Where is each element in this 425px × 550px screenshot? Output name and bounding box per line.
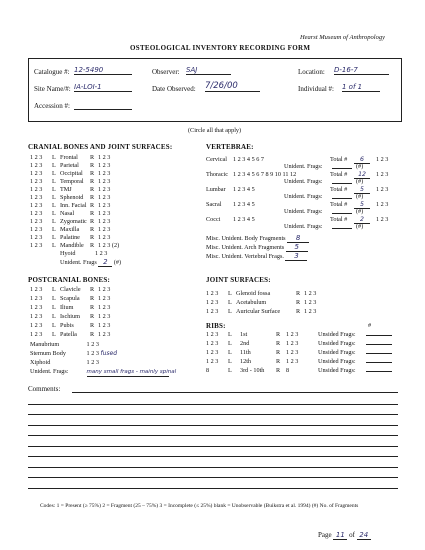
bone-row — [30, 194, 110, 201]
rib-right-score: 1 2 3 — [286, 331, 299, 338]
side-r: R — [90, 322, 95, 329]
side-l: L — [228, 308, 232, 315]
bone-row — [30, 170, 110, 177]
right-score: 1 2 3 — [98, 178, 111, 185]
cranial-unident-suffix: (#) — [113, 259, 122, 266]
bone-name: Glenoid fossa — [236, 290, 271, 297]
cranial-unident-label: Unident. Frags — [60, 259, 97, 266]
right-score: 1 2 3 — [98, 162, 111, 169]
unident-frags-line — [332, 213, 352, 214]
comment-line — [28, 446, 398, 447]
side-r: R — [90, 226, 95, 233]
side-l: L — [52, 295, 56, 302]
bone-name: Occipital — [60, 170, 83, 177]
left-score: 1 2 3 — [30, 331, 43, 338]
side-l: L — [52, 313, 56, 320]
bone-name: TMJ — [60, 186, 72, 193]
bone-name: Auricular Surface — [236, 308, 281, 315]
score: 1 2 3 — [376, 216, 389, 223]
bone-name: Zygomatic — [60, 218, 87, 225]
side-l: L — [52, 218, 56, 225]
rib-name: 3rd - 10th — [240, 367, 265, 374]
bone-row — [30, 218, 110, 225]
bone-name: Maxilla — [60, 226, 80, 233]
post-unident-note: many small frags - mainly spinal — [86, 369, 177, 375]
right-score: 1 2 3 — [98, 186, 111, 193]
cranial-unident-row — [60, 259, 121, 267]
score: 1 2 3 — [376, 201, 389, 208]
circle-note: (Circle all that apply) — [188, 127, 242, 134]
side-r: R — [90, 202, 95, 209]
comment-line — [28, 425, 398, 426]
side-r: R — [90, 286, 95, 293]
left-score: 1 2 3 — [30, 304, 43, 311]
cranial-unident-value: 2 — [98, 259, 112, 267]
total-value: 5 — [354, 186, 370, 194]
rib-unsided-line — [366, 353, 392, 354]
total-label: Total # — [330, 201, 348, 208]
total-value: 5 — [354, 201, 370, 209]
bone-name: Patella — [60, 331, 77, 338]
sternum-note: fused — [100, 350, 118, 357]
hash-label: (#) — [356, 208, 364, 215]
unident-frags-label: Unident. Frags: — [284, 193, 323, 200]
rib-left-score: 1 2 3 — [206, 331, 219, 338]
left-score: 1 2 3 — [30, 186, 43, 193]
ribs-hash-col: # — [368, 322, 372, 329]
misc-vert-label: Misc. Unident. Vertebral Frags. — [206, 253, 284, 260]
rib-right-score: 1 2 3 — [286, 349, 299, 356]
bone-name: Sphenoid — [60, 194, 84, 201]
side-l: L — [228, 299, 232, 306]
right-score: 1 2 3 — [98, 218, 111, 225]
side-r: R — [296, 308, 301, 315]
side-l: L — [52, 234, 56, 241]
comment-line — [72, 392, 398, 393]
side-l: L — [52, 178, 56, 185]
vertebra-label: Lumbar — [206, 186, 226, 193]
comments-label: Comments: — [28, 385, 61, 393]
date-value: 7/26/00 — [205, 81, 260, 92]
side-r: R — [90, 234, 95, 241]
left-score: 1 2 3 — [206, 290, 219, 297]
sternum-label: Sternum Body — [30, 350, 66, 357]
bone-name: Parietal — [60, 162, 79, 169]
left-score: 1 2 3 — [30, 170, 43, 177]
rib-unsided-line — [366, 362, 392, 363]
side-l: L — [52, 170, 56, 177]
rib-name: 2nd — [240, 340, 250, 347]
bone-row — [206, 299, 316, 306]
observer-value: SAJ — [186, 66, 231, 75]
comment-line — [28, 477, 398, 478]
unident-frags-line — [332, 183, 352, 184]
side-r: R — [90, 313, 95, 320]
vertebra-label: Thoracic — [206, 171, 228, 178]
individual-label: Individual #: — [298, 85, 334, 93]
comment-line — [28, 435, 398, 436]
left-score: 1 2 3 — [30, 295, 43, 302]
left-score: 1 2 3 — [30, 286, 43, 293]
misc-body-row — [206, 235, 309, 243]
bone-name: Scapula — [60, 295, 80, 302]
side-r: R — [90, 170, 95, 177]
bone-name: Mandible — [60, 242, 84, 249]
total-value: 2 — [354, 216, 370, 224]
side-l: L — [52, 331, 56, 338]
score: 1 2 3 — [376, 171, 389, 178]
misc-vert-row — [206, 253, 307, 261]
left-score: 1 2 3 — [30, 154, 43, 161]
rib-left-score: 1 2 3 — [206, 340, 219, 347]
xiphoid-value: 1 2 3 — [86, 359, 99, 366]
vertebrae-heading: VERTEBRAE: — [206, 143, 254, 151]
bone-row — [30, 226, 110, 233]
post-unident-row — [30, 368, 177, 377]
rib-unsided-label: Unsided Frags: — [318, 340, 356, 347]
bone-name: Palatine — [60, 234, 80, 241]
left-score: 1 2 3 — [30, 313, 43, 320]
bone-row — [30, 242, 119, 249]
right-score: 1 2 3 — [98, 234, 111, 241]
sternum-row — [30, 350, 117, 357]
hyoid-value: 1 2 3 — [95, 250, 108, 257]
rib-row — [206, 358, 392, 365]
form-title: OSTEOLOGICAL INVENTORY RECORDING FORM — [130, 44, 311, 52]
observer-label: Observer: — [152, 68, 180, 76]
bone-name: Pubis — [60, 322, 74, 329]
side-r: R — [90, 295, 95, 302]
rib-unsided-line — [366, 335, 392, 336]
side-l: L — [52, 286, 56, 293]
bone-row — [30, 154, 110, 161]
rib-unsided-line — [366, 344, 392, 345]
rib-row — [206, 367, 392, 374]
side-r: R — [296, 299, 301, 306]
rib-side-r: R — [276, 349, 281, 356]
misc-arch-label: Misc. Unident. Arch Fragments — [206, 244, 285, 251]
bone-name: Ischium — [60, 313, 80, 320]
rib-side-l: L — [228, 367, 232, 374]
unident-frags-label: Unident. Frags: — [284, 208, 323, 215]
total-label: Total # — [330, 186, 348, 193]
accession-value-line — [74, 109, 132, 110]
vertebra-nums: 1 2 3 4 5 6 7 — [233, 156, 264, 163]
bone-row — [206, 308, 316, 315]
page-of: of — [349, 531, 355, 539]
rib-side-l: L — [228, 358, 232, 365]
side-l: L — [52, 154, 56, 161]
page-num: 11 — [333, 531, 347, 540]
right-score: 1 2 3 — [304, 308, 317, 315]
bone-row — [30, 304, 110, 311]
right-score: 1 2 3 — [98, 210, 111, 217]
page-footer — [318, 531, 371, 540]
left-score: 1 2 3 — [206, 308, 219, 315]
unident-frags-label: Unident. Frags: — [284, 163, 323, 170]
bone-name: Inn. Facial — [60, 202, 87, 209]
total-value: 6 — [354, 156, 370, 164]
manubrium-label: Manubrium — [30, 341, 60, 348]
rib-side-r: R — [276, 358, 281, 365]
left-score: 1 2 3 — [30, 322, 43, 329]
bone-row — [30, 234, 110, 241]
side-l: L — [52, 242, 56, 249]
side-l: L — [52, 202, 56, 209]
side-r: R — [90, 218, 95, 225]
misc-body-label: Misc. Unident. Body Fragments — [206, 235, 286, 242]
vertebra-label: Cocci — [206, 216, 221, 223]
rib-right-score: 1 2 3 — [286, 358, 299, 365]
rib-name: 1st — [240, 331, 248, 338]
museum-name: Hearst Museum of Anthropology — [299, 34, 385, 41]
date-label: Date Observed: — [152, 85, 196, 93]
misc-arch-value: 5 — [286, 244, 308, 252]
individual-value: 1 of 1 — [342, 83, 380, 92]
location-label: Location: — [298, 68, 325, 76]
unident-frags-label: Unident. Frags: — [284, 223, 323, 230]
rib-side-r: R — [276, 331, 281, 338]
hash-label: (#) — [356, 193, 364, 200]
bone-name: Acetabulum — [236, 299, 267, 306]
hash-label: (#) — [356, 163, 364, 170]
rib-name: 12th — [240, 358, 252, 365]
site-label: Site Name/#: — [34, 85, 71, 93]
rib-row — [206, 340, 392, 347]
rib-side-l: L — [228, 340, 232, 347]
misc-vert-value: 3 — [285, 253, 307, 261]
total-value: 12 — [354, 171, 370, 179]
side-l: L — [52, 226, 56, 233]
bone-row — [30, 331, 110, 338]
rib-side-l: L — [228, 349, 232, 356]
side-l: L — [52, 210, 56, 217]
left-score: 1 2 3 — [30, 194, 43, 201]
side-l: L — [52, 162, 56, 169]
rib-name: 11th — [240, 349, 251, 356]
side-r: R — [90, 186, 95, 193]
postcranial-heading: POSTCRANIAL BONES: — [28, 276, 110, 284]
manubrium-row — [30, 341, 99, 348]
left-score: 1 2 3 — [30, 226, 43, 233]
page-label: Page — [318, 531, 332, 539]
hyoid-label: Hyoid — [60, 250, 76, 257]
bone-row — [30, 186, 110, 193]
comment-line — [28, 488, 398, 489]
side-r: R — [90, 178, 95, 185]
bone-name: Nasal — [60, 210, 75, 217]
left-score: 1 2 3 — [30, 218, 43, 225]
cranial-heading: CRANIAL BONES AND JOINT SURFACES: — [28, 143, 173, 151]
comment-line — [28, 404, 398, 405]
score: 1 2 3 — [376, 186, 389, 193]
rib-left-score: 8 — [206, 367, 210, 374]
bone-name: Frontal — [60, 154, 78, 161]
right-score: 1 2 3 — [98, 154, 111, 161]
rib-side-r: R — [276, 367, 281, 374]
bone-name: Ilium — [60, 304, 74, 311]
rib-unsided-label: Unsided Frags: — [318, 349, 356, 356]
vertebra-nums: 1 2 3 4 5 — [233, 186, 255, 193]
manubrium-value: 1 2 3 — [86, 341, 99, 348]
bone-row — [30, 210, 110, 217]
right-score: 1 2 3 — [304, 290, 317, 297]
right-score: 1 2 3 — [98, 313, 111, 320]
misc-arch-row — [206, 244, 308, 252]
rib-row — [206, 331, 392, 338]
side-l: L — [52, 186, 56, 193]
rib-left-score: 1 2 3 — [206, 358, 219, 365]
side-r: R — [90, 242, 95, 249]
total-label: Total # — [330, 216, 348, 223]
rib-row — [206, 349, 392, 356]
left-score: 1 2 3 — [30, 242, 43, 249]
comment-line — [28, 414, 398, 415]
bone-row — [30, 322, 110, 329]
total-label: Total # — [330, 156, 348, 163]
side-r: R — [90, 304, 95, 311]
joint-heading: JOINT SURFACES: — [206, 276, 271, 284]
right-score: 1 2 3 (2) — [98, 242, 120, 249]
unident-frags-label: Unident. Frags: — [284, 178, 323, 185]
side-r: R — [90, 210, 95, 217]
bone-row — [206, 290, 316, 297]
rib-right-score: 8 — [286, 367, 290, 374]
side-l: L — [228, 290, 232, 297]
left-score: 1 2 3 — [30, 178, 43, 185]
bone-row — [30, 286, 110, 293]
location-value: D-16-7 — [334, 66, 389, 75]
rib-side-r: R — [276, 340, 281, 347]
site-value: IA-LOI-1 — [74, 83, 132, 92]
xiphoid-label: Xiphoid — [30, 359, 51, 366]
sternum-value: 1 2 3 — [86, 350, 99, 357]
post-unident-label: Unident. Frags: — [30, 368, 69, 375]
total-label: Total # — [330, 171, 348, 178]
rib-unsided-label: Unsided Frags: — [318, 358, 356, 365]
hyoid-row — [60, 250, 107, 257]
right-score: 1 2 3 — [98, 226, 111, 233]
xiphoid-row — [30, 359, 99, 366]
vertebra-nums: 1 2 3 4 5 — [233, 201, 255, 208]
side-r: R — [90, 194, 95, 201]
side-r: R — [90, 331, 95, 338]
vertebra-label: Cervical — [206, 156, 227, 163]
catalogue-value: 12-5490 — [74, 66, 132, 75]
left-score: 1 2 3 — [30, 202, 43, 209]
side-r: R — [296, 290, 301, 297]
right-score: 1 2 3 — [98, 322, 111, 329]
hash-label: (#) — [356, 178, 364, 185]
catalogue-label: Catalogue #: — [34, 68, 70, 76]
rib-side-l: L — [228, 331, 232, 338]
right-score: 1 2 3 — [98, 170, 111, 177]
page-total: 24 — [357, 531, 371, 540]
right-score: 1 2 3 — [304, 299, 317, 306]
comment-line — [28, 456, 398, 457]
comment-line — [28, 467, 398, 468]
side-l: L — [52, 322, 56, 329]
right-score: 1 2 3 — [98, 304, 111, 311]
right-score: 1 2 3 — [98, 295, 111, 302]
vertebra-label: Sacral — [206, 201, 222, 208]
unident-frags-line — [332, 228, 352, 229]
accession-label: Accession #: — [34, 102, 70, 110]
side-l: L — [52, 194, 56, 201]
right-score: 1 2 3 — [98, 286, 111, 293]
rib-right-score: 1 2 3 — [286, 340, 299, 347]
bone-row — [30, 295, 110, 302]
misc-body-value: 8 — [287, 235, 309, 243]
ribs-heading: RIBS: — [206, 322, 226, 330]
hash-label: (#) — [356, 223, 364, 230]
left-score: 1 2 3 — [206, 299, 219, 306]
bone-row — [30, 313, 110, 320]
left-score: 1 2 3 — [30, 162, 43, 169]
codes-legend: Codes: 1 = Present (≥ 75%) 2 = Fragment (25 – 75%) 3 = Incomplete (≤ 25%) blank = Unobservable (Buikstra et al. 1994) (#) No. of Fragments — [40, 503, 359, 509]
rib-unsided-line — [366, 371, 392, 372]
right-score: 1 2 3 — [98, 194, 111, 201]
rib-unsided-label: Unsided Frags: — [318, 367, 356, 374]
left-score: 1 2 3 — [30, 234, 43, 241]
score: 1 2 3 — [376, 156, 389, 163]
bone-name: Temporal — [60, 178, 84, 185]
side-r: R — [90, 162, 95, 169]
bone-row — [30, 202, 110, 209]
unident-frags-line — [332, 168, 352, 169]
side-l: L — [52, 304, 56, 311]
unident-frags-line — [332, 198, 352, 199]
right-score: 1 2 3 — [98, 202, 111, 209]
bone-name: Clavicle — [60, 286, 81, 293]
rib-left-score: 1 2 3 — [206, 349, 219, 356]
rib-unsided-label: Unsided Frags: — [318, 331, 356, 338]
right-score: 1 2 3 — [98, 331, 111, 338]
side-r: R — [90, 154, 95, 161]
vertebra-nums: 1 2 3 4 5 6 7 8 9 10 11 12 — [233, 171, 297, 178]
bone-row — [30, 178, 110, 185]
vertebra-nums: 1 2 3 4 5 — [233, 216, 255, 223]
bone-row — [30, 162, 110, 169]
left-score: 1 2 3 — [30, 210, 43, 217]
